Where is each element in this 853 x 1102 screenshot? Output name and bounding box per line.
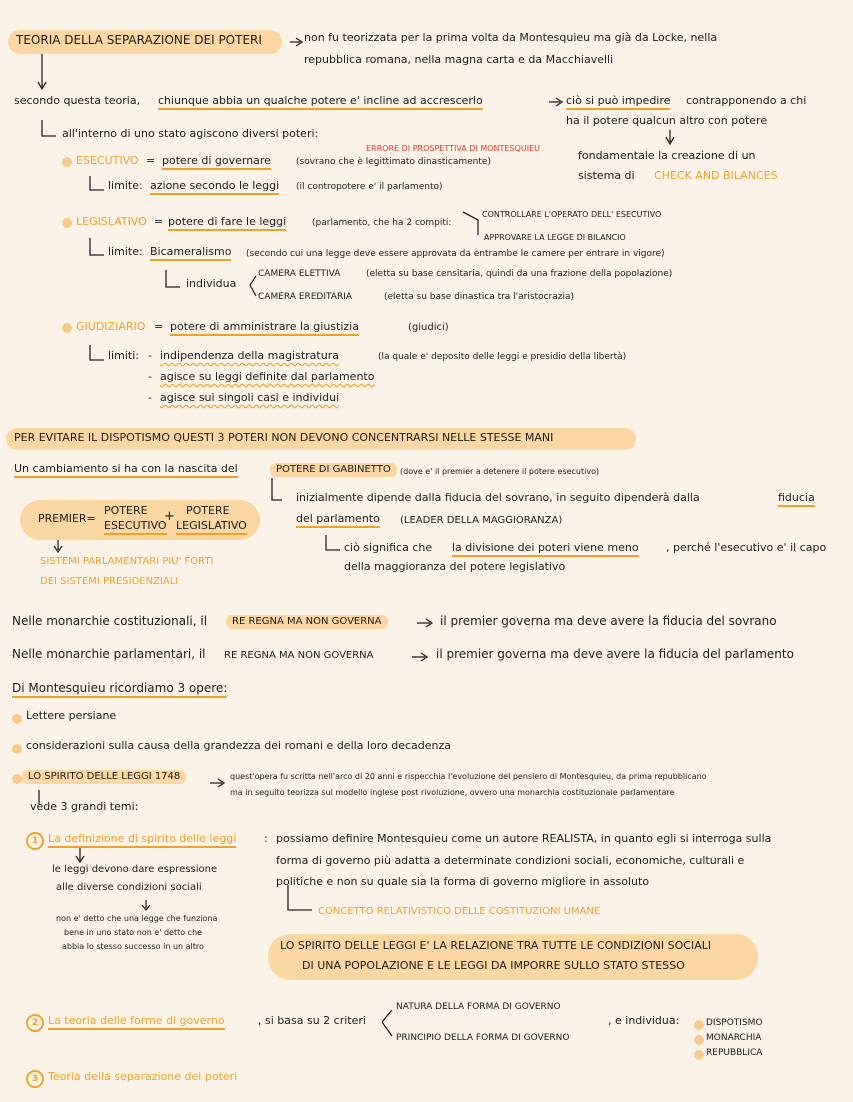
esecutivo-limit: azione secondo le leggi: [150, 180, 279, 195]
re-regna-1: RE REGNA MA NON GOVERNA: [226, 615, 388, 629]
monarchie-parlamentari-right: il premier governa ma deve avere la fiducia del parlamento: [436, 647, 794, 661]
divisione-viene-meno: la divisione dei poteri viene meno: [452, 542, 639, 557]
dash: -: [148, 370, 152, 383]
giudiziario-limit-2: agisce su leggi definite dal parlamento: [160, 370, 375, 383]
opera-1: Lettere persiane: [26, 709, 117, 722]
intro-line-1: non fu teorizzata per la prima volta da Montesquieu ma già da Locke, nella: [304, 31, 718, 44]
esecutivo-limit-note: (il contropotere e' il parlamento): [296, 182, 443, 192]
re-regna-2: RE REGNA MA NON GOVERNA: [224, 650, 374, 661]
legislativo-limit: Bicameralismo: [150, 246, 231, 261]
giudiziario-equals: =: [154, 320, 164, 333]
legislativo-task-2: APPROVARE LA LEGGE DI BILANCIO: [484, 233, 626, 242]
cio-line-1: ciò significa che: [344, 541, 433, 554]
tema-1-line-a: possiamo definire Montesquieu come un autore REALISTA, in quanto egli si interroga sulla: [276, 832, 772, 845]
theory-right-1: ciò si può impedire: [566, 95, 670, 110]
sistemi-line-2: DEI SISTEMI PRESIDENZIALI: [40, 576, 179, 587]
number-badge-2: 2: [26, 1014, 44, 1032]
criterio-2: PRINCIPIO DELLA FORMA DI GOVERNO: [396, 1033, 570, 1043]
concetto-relativistico: CONCETTO RELATIVISTICO DELLE COSTITUZIONI UMANE: [318, 906, 601, 917]
tema-3-title: Teoria della separazione dei poteri: [48, 1070, 238, 1083]
tema-1-title: La definizione di spirito delle leggi: [48, 833, 236, 848]
giudiziario-note: (giudici): [408, 322, 449, 333]
forma-repubblica: REPUBBLICA: [706, 1048, 763, 1058]
bullet-dot: [12, 774, 22, 784]
camera-elettiva-note: (eletta su base censitaria, quindi da una frazione della popolazione): [366, 269, 673, 279]
vede-temi: vede 3 grandi temi:: [30, 800, 139, 813]
giudiziario-def: potere di amministrare la giustizia: [170, 321, 359, 336]
dash: -: [148, 391, 152, 404]
bullet-dot: [62, 323, 72, 333]
potere-legislativo-1: POTERE: [186, 504, 230, 517]
small-note-3: abbia lo stesso successo in un altro: [62, 942, 204, 951]
bullet-dot: [12, 744, 22, 754]
dipende-line-1: inizialmente dipende dalla fiducia del sovrano, in seguito dipenderà dalla: [296, 491, 700, 504]
tema-2-individua: , e individua:: [608, 1014, 680, 1027]
check-and-balances: CHECK AND BILANCES: [654, 169, 778, 182]
forma-dispotismo: DISPOTISMO: [706, 1018, 763, 1028]
opera-3-note-2: ma in seguito teorizza sul modello inglese post rivoluzione, ovvero una monarchia costituzionale parlamentare: [230, 788, 675, 797]
bullet-dot: [12, 714, 22, 724]
sistemi-line-1: SISTEMI PARLAMENTARI PIU' FORTI: [40, 556, 214, 567]
number-badge-1: 1: [26, 832, 44, 850]
potere-esecutivo-2: ESECUTIVO: [104, 520, 167, 535]
plus-sign: +: [164, 509, 175, 524]
esecutivo-equals: =: [146, 154, 156, 167]
legislativo-def: potere di fare le leggi: [168, 216, 286, 231]
small-note-1: non e' detto che una legge che funziona: [56, 914, 218, 923]
dipende-fiducia: fiducia: [778, 492, 815, 507]
giudiziario-limit-1: indipendenza della magistratura: [160, 349, 339, 362]
potere-legislativo-2: LEGISLATIVO: [176, 520, 247, 535]
opera-2: considerazioni sulla causa della grandezza dei romani e della loro decadenza: [26, 739, 451, 752]
tema-1-line-c: politiche e non su quale sia la forma di governo migliore in assoluto: [276, 875, 650, 888]
monarchie-parlamentari: Nelle monarchie parlamentari, il: [12, 647, 206, 661]
theory-key-idea: chiunque abbia un qualche potere e' incline ad accrescerlo: [158, 95, 483, 110]
spirito-line-1: LO SPIRITO DELLE LEGGI E' LA RELAZIONE TRA TUTTE LE CONDIZIONI SOCIALI: [280, 939, 712, 952]
dipende-parlamento: del parlamento: [296, 513, 380, 528]
error-note: ERRORE DI PROSPETTIVA DI MONTESQUIEU: [366, 144, 540, 153]
camera-elettiva: CAMERA ELETTIVA: [258, 269, 341, 279]
esecutivo-limit-label: limite:: [108, 179, 143, 192]
gabinetto-note: (dove e' il premier a detenere il potere esecutivo): [400, 467, 600, 476]
bullet-dot: [62, 218, 72, 228]
premier-label: PREMIER=: [38, 512, 96, 525]
gabinetto-intro: Un cambiamento si ha con la nascita del: [14, 463, 238, 478]
legislativo-limit-note: (secondo cui una legge deve essere approvata da entrambe le camere per entrare in vigore): [246, 249, 665, 259]
bullet-dot: [694, 1050, 704, 1060]
opera-3-note-1: quest'opera fu scritta nell'arco di 20 anni e rispecchia l'evoluzione del pensiero di Montesquieu, da prima repubblicano: [230, 772, 707, 781]
tema-1-line-b: forma di governo più adatta a determinate condizioni sociali, economiche, culturali e: [276, 854, 745, 867]
number-badge-3: 3: [26, 1070, 44, 1088]
giudiziario-limit-1-note: (la quale e' deposito delle leggi e presidio della libertà): [378, 352, 627, 362]
giudiziario-limit-3: agisce sui singoli casi e individui: [160, 391, 340, 404]
spirito-line-2: DI UNA POPOLAZIONE E LE LEGGI DA IMPORRE SULLO STATO STESSO: [302, 959, 685, 972]
theory-right-4: sistema di: [578, 169, 635, 182]
camera-ereditaria: CAMERA EREDITARIA: [258, 292, 353, 302]
opere-head: Di Montesquieu ricordiamo 3 opere:: [12, 682, 227, 698]
esecutivo-name: ESECUTIVO: [76, 154, 139, 167]
cio-line-1c: , perché l'esecutivo e' il capo: [666, 541, 827, 554]
opera-3: LO SPIRITO DELLE LEGGI 1748: [22, 770, 186, 784]
legislativo-individua: individua: [186, 277, 237, 290]
leggi-line-2: alle diverse condizioni sociali: [56, 882, 202, 893]
theory-right-1b: contrapponendo a chi: [686, 94, 807, 107]
cio-line-2: della maggioranza del potere legislativo: [344, 560, 566, 573]
giudiziario-name: GIUDIZIARIO: [76, 320, 146, 333]
bullet-dot: [62, 157, 72, 167]
legislativo-equals: =: [154, 215, 164, 228]
legislativo-name: LEGISLATIVO: [76, 215, 147, 228]
monarchie-costituzionali-right: il premier governa ma deve avere la fiducia del sovrano: [440, 614, 777, 628]
dash: -: [148, 349, 152, 362]
theory-right-3: fondamentale la creazione di un: [578, 149, 756, 162]
giudiziario-limit-label: limiti:: [108, 349, 139, 362]
page-title: TEORIA DELLA SEPARAZIONE DEI POTERI: [16, 33, 262, 47]
theory-intro: secondo questa teoria,: [14, 94, 141, 107]
potere-esecutivo-1: POTERE: [104, 504, 148, 517]
esecutivo-note: (sovrano che è legittimato dinasticamente): [296, 157, 491, 167]
criterio-1: NATURA DELLA FORMA DI GOVERNO: [396, 1002, 561, 1012]
legislativo-note: (parlamento, che ha 2 compiti:: [312, 218, 452, 228]
esecutivo-def: potere di governare: [162, 155, 271, 170]
leader-maggioranza: (LEADER DELLA MAGGIORANZA): [400, 515, 563, 526]
dispotismo-banner: PER EVITARE IL DISPOTISMO QUESTI 3 POTERI NON DEVONO CONCENTRARSI NELLE STESSE MANI: [14, 431, 554, 444]
potere-di-gabinetto: POTERE DI GABINETTO: [270, 463, 397, 477]
intro-line-2: repubblica romana, nella magna carta e da Macchiavelli: [304, 53, 614, 66]
bullet-dot: [694, 1020, 704, 1030]
leggi-line-1: le leggi devono dare espressione: [52, 864, 218, 875]
legislativo-limit-label: limite:: [108, 245, 143, 258]
tema-2-criteri: , si basa su 2 criteri: [258, 1014, 366, 1027]
theory-right-2: ha il potere qualcun altro con potere: [566, 114, 768, 127]
camera-ereditaria-note: (eletta su base dinastica tra l'aristocrazia): [384, 292, 574, 302]
small-note-2: bene in uno stato non e' detto che: [64, 928, 203, 937]
theory-inside: all'interno di uno stato agiscono diversi poteri:: [62, 127, 319, 140]
tema-2-title: La teoria delle forme di governo: [48, 1015, 225, 1030]
bullet-dot: [694, 1035, 704, 1045]
tema-1-colon: :: [264, 832, 268, 845]
forma-monarchia: MONARCHIA: [706, 1033, 762, 1043]
legislativo-task-1: CONTROLLARE L'OPERATO DELL' ESECUTIVO: [482, 210, 662, 219]
monarchie-costituzionali: Nelle monarchie costituzionali, il: [12, 614, 208, 628]
